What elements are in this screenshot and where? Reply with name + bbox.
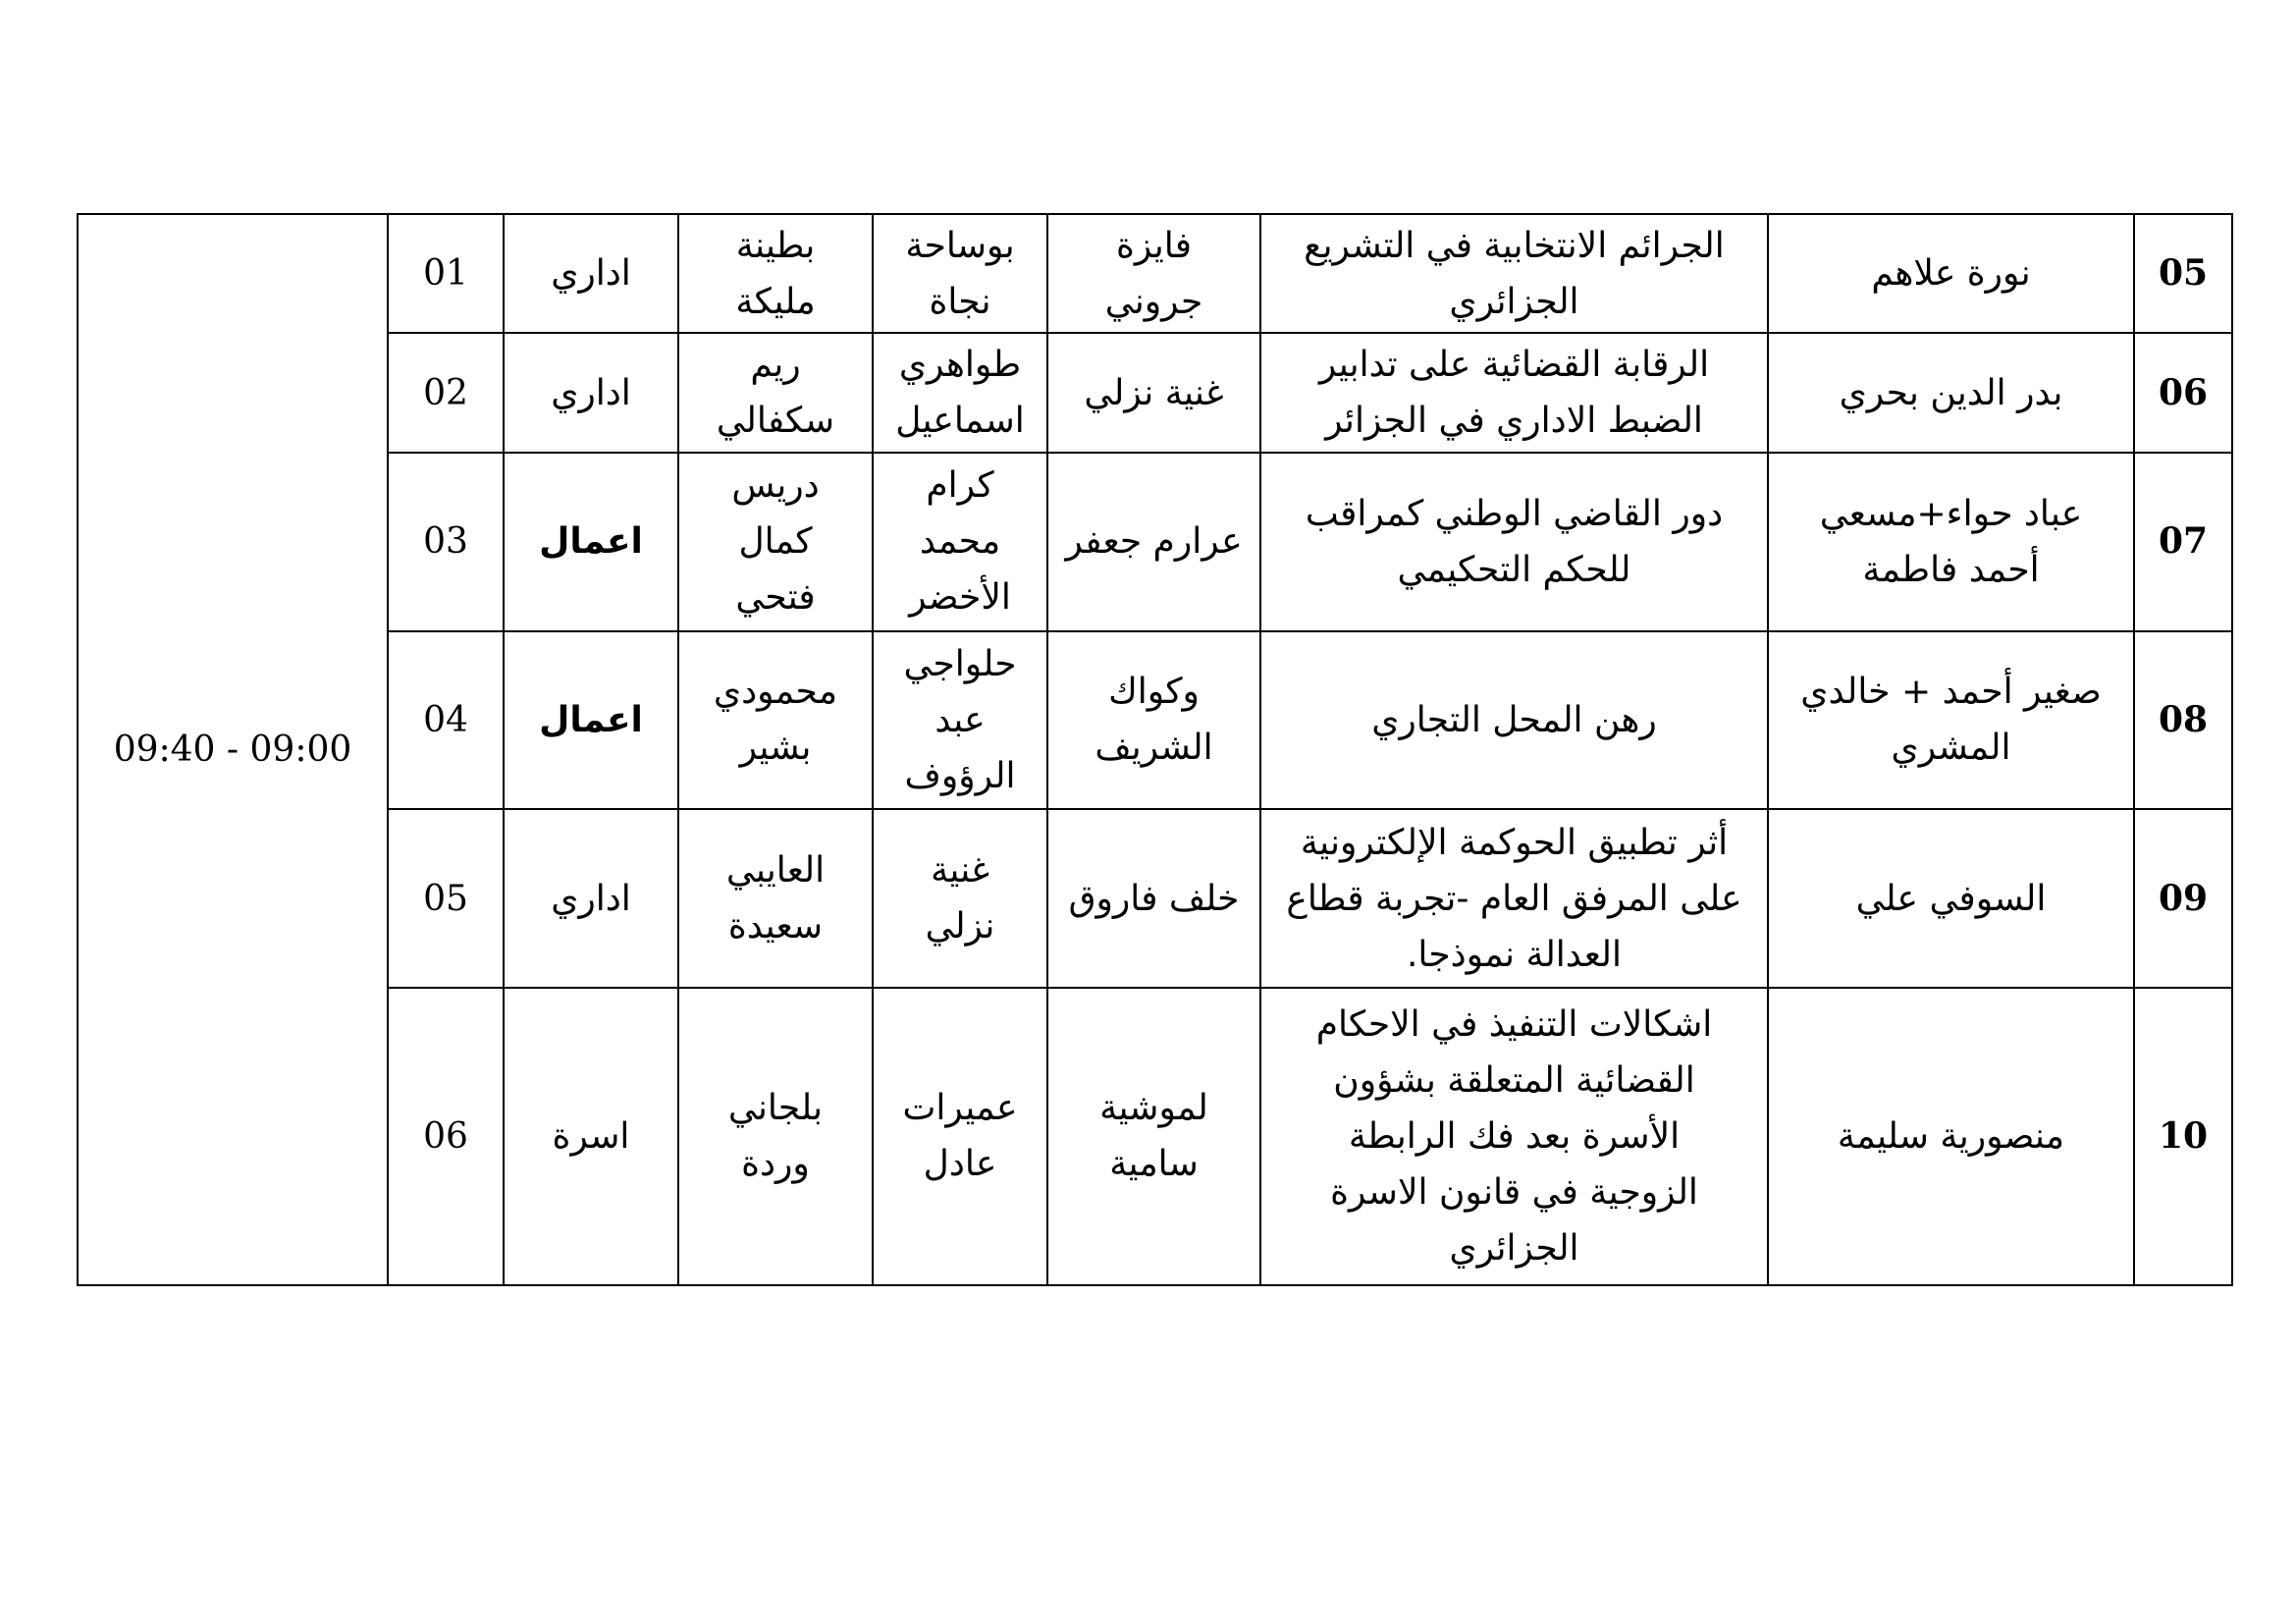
supervisor-cell bbox=[1047, 631, 1260, 810]
student-line: منصورية سليمة bbox=[1837, 1115, 2065, 1157]
member2-line: مليكة bbox=[735, 281, 816, 322]
member2-cell bbox=[678, 631, 873, 810]
member2-line: العايبي bbox=[725, 850, 826, 892]
thesis-title-cell bbox=[1260, 333, 1768, 452]
specialty-cell: اسرة bbox=[504, 988, 678, 1285]
member1-line: الرؤوف bbox=[904, 755, 1016, 796]
specialty-cell: اداري bbox=[504, 214, 678, 333]
member1-cell bbox=[873, 333, 1047, 452]
thesis-title-line: اشكالات التنفيذ في الاحكام bbox=[1315, 1003, 1713, 1045]
member2-cell bbox=[678, 214, 873, 333]
member1-line: اسماعيل bbox=[895, 401, 1025, 442]
member2-line: فتحي bbox=[735, 577, 816, 619]
thesis-title-cell bbox=[1260, 988, 1768, 1285]
thesis-title-cell bbox=[1260, 631, 1768, 810]
thesis-title-line: الجرائم الانتخابية في التشريع bbox=[1304, 225, 1725, 266]
member2-line: وردة bbox=[741, 1144, 810, 1185]
thesis-title-line: الرقابة القضائية على تدابير bbox=[1318, 345, 1710, 386]
defense-schedule-table bbox=[77, 213, 2233, 1286]
supervisor-cell bbox=[1047, 214, 1260, 333]
supervisor-line: سامية bbox=[1109, 1144, 1199, 1185]
time-slot-cell: 09:40 - 09:00 bbox=[78, 214, 388, 1285]
table-row bbox=[78, 333, 2232, 452]
thesis-title-line: أثر تطبيق الحوكمة الإلكترونية bbox=[1300, 822, 1729, 863]
table-row bbox=[78, 214, 2232, 333]
thesis-title-cell bbox=[1260, 453, 1768, 631]
table-row bbox=[78, 453, 2232, 631]
supervisor-cell bbox=[1047, 453, 1260, 631]
specialty-cell: اداري bbox=[504, 809, 678, 988]
member1-cell bbox=[873, 214, 1047, 333]
specialty-cell: اعمال bbox=[504, 453, 678, 631]
student-cell bbox=[1768, 333, 2134, 452]
thesis-title-line: العدالة نموذجا. bbox=[1406, 934, 1623, 975]
specialty-cell: اداري bbox=[504, 333, 678, 452]
member2-line: سكفالي bbox=[716, 401, 835, 442]
member2-cell bbox=[678, 809, 873, 988]
thesis-title-line: دور القاضي الوطني كمراقب bbox=[1305, 493, 1724, 534]
supervisor-line: خلف فاروق bbox=[1068, 878, 1240, 919]
supervisor-line: وكواك bbox=[1108, 672, 1200, 713]
table-row bbox=[78, 809, 2232, 988]
student-cell bbox=[1768, 988, 2134, 1285]
student-line: المشري bbox=[1891, 728, 2011, 769]
supervisor-line: جروني bbox=[1104, 281, 1203, 322]
member1-cell bbox=[873, 631, 1047, 810]
member1-line: عميرات bbox=[902, 1088, 1018, 1129]
supervisor-cell bbox=[1047, 809, 1260, 988]
member1-line: نجاة bbox=[929, 281, 991, 322]
row-number-cell: 07 bbox=[2134, 453, 2232, 631]
member2-line: بشير bbox=[739, 728, 812, 769]
table-row bbox=[78, 631, 2232, 810]
thesis-title-line: الأسرة بعد فك الرابطة bbox=[1348, 1115, 1681, 1157]
member1-line: حلواجي bbox=[903, 643, 1017, 684]
thesis-title-line: على المرفق العام -تجربة قطاع bbox=[1286, 878, 1742, 919]
supervisor-cell bbox=[1047, 333, 1260, 452]
specialty-cell: اعمال bbox=[504, 631, 678, 810]
member1-cell bbox=[873, 453, 1047, 631]
supervisor-line: غنية نزلي bbox=[1084, 372, 1224, 413]
member2-line: سعيدة bbox=[727, 906, 824, 947]
member2-cell bbox=[678, 333, 873, 452]
student-line: بدر الدين بحري bbox=[1839, 372, 2063, 413]
member2-line: ريم bbox=[750, 345, 801, 386]
supervisor-line: عرارم جعفر bbox=[1065, 521, 1243, 563]
student-line: نورة علاهم bbox=[1871, 253, 2031, 295]
table-row bbox=[78, 988, 2232, 1285]
room-cell: 05 bbox=[388, 809, 504, 988]
thesis-title-line: الجزائري bbox=[1449, 1227, 1579, 1269]
supervisor-line: لموشية bbox=[1099, 1088, 1208, 1129]
student-line: السوفي علي bbox=[1855, 878, 2047, 919]
member1-line: عادل bbox=[923, 1144, 997, 1185]
thesis-title-cell bbox=[1260, 809, 1768, 988]
supervisor-line: فايزة bbox=[1116, 225, 1192, 266]
row-number-cell: 05 bbox=[2134, 214, 2232, 333]
row-number-cell: 08 bbox=[2134, 631, 2232, 810]
row-number-cell: 09 bbox=[2134, 809, 2232, 988]
thesis-title-cell bbox=[1260, 214, 1768, 333]
row-number-cell: 06 bbox=[2134, 333, 2232, 452]
thesis-title-line: للحكم التحكيمي bbox=[1397, 549, 1631, 590]
member1-line: غنية bbox=[931, 850, 989, 892]
room-cell: 02 bbox=[388, 333, 504, 452]
row-number-cell: 10 bbox=[2134, 988, 2232, 1285]
room-cell: 04 bbox=[388, 631, 504, 810]
member2-line: بلجاني bbox=[727, 1088, 824, 1129]
student-cell bbox=[1768, 631, 2134, 810]
student-cell bbox=[1768, 809, 2134, 988]
member2-cell bbox=[678, 453, 873, 631]
room-cell: 06 bbox=[388, 988, 504, 1285]
student-cell bbox=[1768, 214, 2134, 333]
table-body bbox=[78, 214, 2232, 1285]
member2-line: كمال bbox=[738, 521, 813, 563]
member1-line: محمد bbox=[919, 521, 1001, 563]
member1-line: طواهري bbox=[898, 345, 1022, 386]
member1-line: كرام bbox=[926, 465, 994, 507]
room-cell: 01 bbox=[388, 214, 504, 333]
student-line: صغير أحمد + خالدي bbox=[1800, 672, 2102, 713]
thesis-title-line: الجزائري bbox=[1449, 281, 1579, 322]
member2-line: بطينة bbox=[735, 225, 816, 266]
member1-line: الأخضر bbox=[909, 577, 1011, 619]
member1-cell bbox=[873, 809, 1047, 988]
supervisor-line: الشريف bbox=[1095, 728, 1213, 769]
member1-cell bbox=[873, 988, 1047, 1285]
member1-line: نزلي bbox=[925, 906, 995, 947]
member1-line: بوساحة bbox=[905, 225, 1015, 266]
member1-line: عبد bbox=[934, 699, 986, 740]
student-cell bbox=[1768, 453, 2134, 631]
room-cell: 03 bbox=[388, 453, 504, 631]
thesis-title-line: القضائية المتعلقة بشؤون bbox=[1333, 1059, 1695, 1101]
member2-line: دريس bbox=[731, 465, 820, 507]
member2-cell bbox=[678, 988, 873, 1285]
member2-line: محمودي bbox=[713, 672, 838, 713]
student-line: عباد حواء+مسعي bbox=[1819, 493, 2083, 534]
student-line: أحمد فاطمة bbox=[1862, 549, 2040, 590]
supervisor-cell bbox=[1047, 988, 1260, 1285]
thesis-title-line: الضبط الاداري في الجزائر bbox=[1325, 401, 1703, 442]
thesis-title-line: الزوجية في قانون الاسرة bbox=[1330, 1171, 1698, 1213]
thesis-title-line: رهن المحل التجاري bbox=[1371, 699, 1657, 740]
